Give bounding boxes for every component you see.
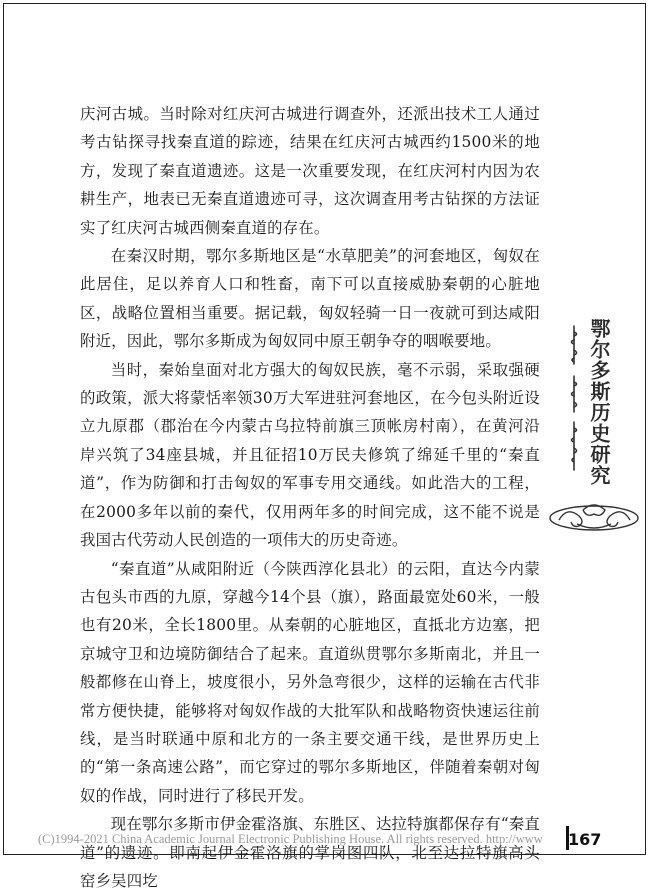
page-number: 167 (568, 830, 602, 849)
side-title: 鄂尔多斯历史研究 (587, 318, 611, 486)
cloud-scroll-ornament-icon (547, 498, 642, 534)
paragraph-4: “秦直道”从咸阳附近（今陕西淳化县北）的云阳，直达今内蒙古包头市西的九原，穿越今14个县（旗），路面最宽处60米，一般也有20米，全长1800里。从秦朝的心脏地区，直抵北方边塞，把京城守卫和边境防御结合了起来。直道纵贯鄂尔多斯南北，并且一般都修在山脊上，坡度很小，另外急弯很少，这样的运输在古代非常方便快捷，能够将对匈奴作战的大批军队和战略物资快速运往前线，是当时联通中原和北方的一条主要交通干线，是世界历史上的“第一条高速公路”，而它穿过的鄂尔多斯地区，伴随着秦朝对匈奴的作战，同时进行了移民开发。 (80, 559, 540, 805)
paragraph-2: 在秦汉时期，鄂尔多斯地区是“水草肥美”的河套地区，匈奴在此居住，足以养育人口和牲畜，南下可以直接威胁秦朝的心脏地区，战略位置相当重要。据记载，匈奴轻骑一日一夜就可到达咸阳附近，因此，鄂尔多斯成为匈奴同中原王朝争夺的咽喉要地。 (80, 247, 540, 351)
article-body (80, 100, 540, 895)
mongolian-script-icon (565, 324, 583, 474)
paragraph-5: 现在鄂尔多斯市伊金霍洛旗、东胜区、达拉特旗都保存有“秦直道”的遗迹。即南起伊金霍洛旗的掌岗图四队，北至达拉特旗高头窑乡吴四圪 (80, 815, 540, 890)
paragraph-3: 当时，秦始皇面对北方强大的匈奴民族，毫不示弱，采取强硬的政策，派大将蒙恬率领30万大军进驻河套地区，在今包头附近设立九原郡（郡治在今内蒙古乌拉特前旗三顶帐房村南），在黄河沿岸兴筑了34座县城，并且征招10万民夫修筑了绵延千里的“秦直道”，作为防御和打击匈奴的军事专用交通线。如此浩大的工程，在2000多年以前的秦代，仅用两年多的时间完成，这不能不说是我国古代劳动人民创造的一项伟大的历史奇迹。 (80, 360, 540, 550)
copyright-footer: (C)1994-2021 China Academic Journal Electronic Publishing House. All rights reserved. http://www (38, 832, 543, 846)
paragraph-1: 庆河古城。当时除对红庆河古城进行调查外，还派出技术工人通过考古钻探寻找秦直道的踪迹，结果在红庆河古城西约1500米的地方，发现了秦直道遗迹。这是一次重要发现，在红庆河村内因为农耕生产，地表已无秦直道遗迹可寻，这次调查用考古钻探的方法证实了红庆河古城西侧秦直道的存在。 (80, 105, 540, 237)
side-column-label (565, 318, 635, 528)
